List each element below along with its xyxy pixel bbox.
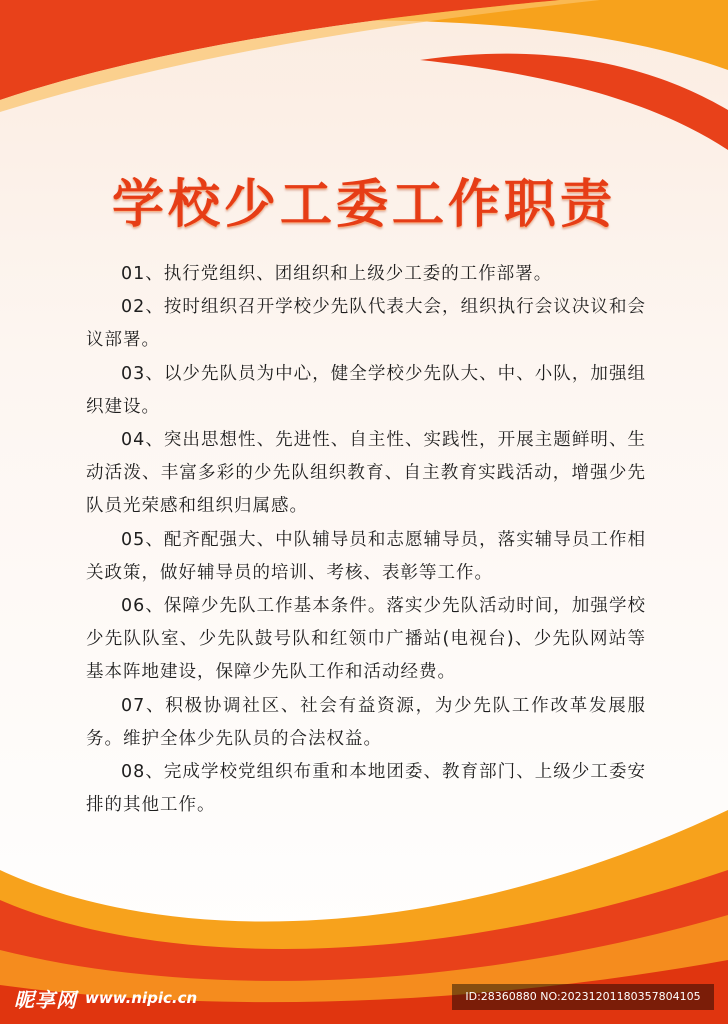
watermark-id: ID:28360880 NO:20231201180357804105 xyxy=(452,984,714,1010)
poster-title: 学校少工委工作职责 xyxy=(111,175,616,235)
duty-item-04: 04、突出思想性、先进性、自主性、实践性，开展主题鲜明、生动活泼、丰富多彩的少先队组织教育、自主教育实践活动，增强少先队员光荣感和组织归属感。 xyxy=(86,430,646,517)
duty-item-03: 03、以少先队员为中心，健全学校少先队大、中、小队，加强组织建设。 xyxy=(86,363,646,417)
duty-item-07: 07、积极协调社区、社会有益资源，为少先队工作改革发展服务。维护全体少先队员的合法权益。 xyxy=(86,695,646,749)
duty-item-06: 06、保障少先队工作基本条件。落实少先队活动时间，加强学校少先队队室、少先队鼓号队和红领巾广播站(电视台)、少先队网站等基本阵地建设，保障少先队工作和活动经费。 xyxy=(86,596,646,683)
duty-list xyxy=(86,258,646,822)
watermark-logo-text: 昵享网 xyxy=(14,987,77,1012)
watermark-site-text: www.nipic.cn xyxy=(85,989,198,1007)
duty-item-05: 05、配齐配强大、中队辅导员和志愿辅导员，落实辅导员工作相关政策，做好辅导员的培训、考核、表彰等工作。 xyxy=(86,529,646,583)
duty-item-01: 01、执行党组织、团组织和上级少工委的工作部署。 xyxy=(121,264,553,284)
duty-item-08: 08、完成学校党组织布重和本地团委、教育部门、上级少工委安排的其他工作。 xyxy=(86,762,646,816)
watermark-logo xyxy=(14,984,197,1012)
duty-item-02: 02、按时组织召开学校少先队代表大会，组织执行会议决议和会议部署。 xyxy=(86,297,646,351)
